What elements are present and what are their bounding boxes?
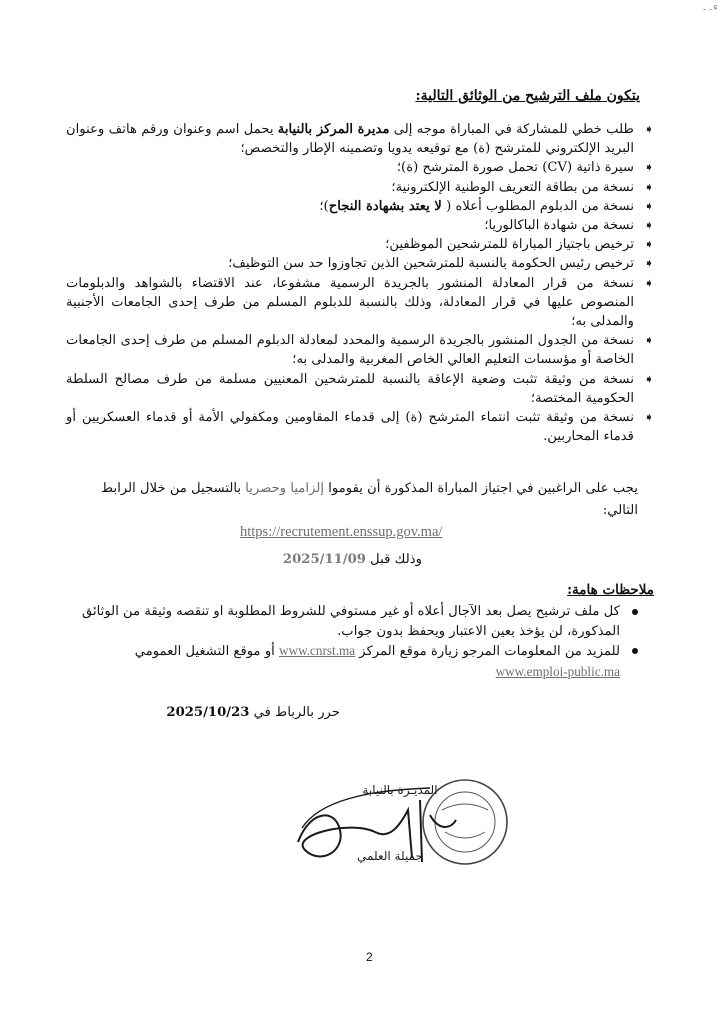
notes-title: ملاحظات هامة: bbox=[567, 582, 654, 598]
registration-link[interactable]: https://recrutement.enssup.gov.ma/ bbox=[240, 524, 443, 540]
corner-mark: ء۔۔ bbox=[701, 2, 718, 13]
arrow-bullet-icon: ➧ bbox=[643, 198, 654, 213]
page-number: 2 bbox=[366, 950, 373, 964]
cnrst-link[interactable]: www.cnrst.ma bbox=[279, 643, 356, 658]
arrow-bullet-icon: ➧ bbox=[643, 275, 654, 290]
list-item: للمزيد من المعلومات المرجو زيارة موقع المركز www.cnrst.ma أو موقع التشغيل العمومي www.emploi-public.ma bbox=[82, 641, 642, 682]
arrow-bullet-icon: ➧ bbox=[643, 122, 654, 136]
documents-heading: يتكون ملف الترشيح من الوثائق التالية: bbox=[415, 88, 640, 104]
arrow-bullet-icon: ➧ bbox=[643, 237, 654, 252]
list-item: ➧ سيرة ذاتية (CV) تحمل صورة المترشح (ة)؛ bbox=[66, 158, 656, 177]
bullet-dot-icon bbox=[632, 648, 638, 654]
arrow-bullet-icon: ➧ bbox=[643, 371, 654, 386]
list-item: ➧ نسخة من شهادة الباكالوريا؛ bbox=[66, 216, 656, 235]
bullet-dot-icon bbox=[632, 609, 638, 615]
list-item: ➧ نسخة من وثيقة تثبت انتماء المترشح (ة) إلى قدماء المقاومين ومكفولي الأمة أو قدماء العسكريين أو قدماء المحاربين. bbox=[66, 410, 654, 445]
list-item: ➧ نسخة من وثيقة تثبت وضعية الإعاقة بالنسبة للمترشحين المعنيين مسلمة من طرف مصالح السلطة الحكومية المختصة؛ bbox=[66, 371, 654, 406]
list-item: ➧ نسخة من قرار المعادلة المنشور بالجريدة الرسمية مشفوعا، عند الاقتضاء بالشواهد والدبلومات المنصوص عليها في قرار المعادلة، وذلك بالنسبة للدبلوم المسلم من طرف إحدى الجامعات الأجنبية والمدلى به؛ bbox=[66, 275, 654, 330]
list-item: كل ملف ترشيح يصل بعد الآجال أعلاه أو غير مستوفي للشروط المطلوبة او تنقصه وثيقة من الوثائق المذكورة، لن يؤخذ بعين الاعتبار ويحفظ بدون جواب. bbox=[82, 602, 642, 641]
arrow-bullet-icon: ➧ bbox=[643, 333, 654, 348]
signoff-line: حرر بالرباط في 2025/10/23 bbox=[166, 705, 340, 720]
notes-list bbox=[82, 602, 642, 682]
deadline-date: 2025/11/09 bbox=[282, 552, 366, 567]
signatory-title: المديـرة بالنيابة bbox=[362, 783, 438, 797]
arrow-bullet-icon: ➧ bbox=[643, 218, 654, 233]
documents-list bbox=[66, 120, 656, 446]
registration-paragraph: يجب على الراغبين في اجتياز المباراة المذكورة أن يقوموا إلزاميا وحصريا بالتسجيل من خلال الرابط التالي: bbox=[101, 481, 638, 518]
registration-highlight: إلزاميا وحصريا bbox=[245, 481, 325, 496]
list-item: ➧ نسخة من الجدول المنشور بالجريدة الرسمية والمحدد لمعادلة الدبلوم المسلم من طرف إحدى الجامعات الخاصة أو مؤسسات التعليم العالي الخاص المغربية والمدلى به؛ bbox=[66, 333, 654, 368]
emploi-public-link[interactable]: www.emploi-public.ma bbox=[495, 663, 620, 679]
stamp-inner-ring bbox=[435, 792, 495, 852]
signoff-date: 2025/10/23 bbox=[166, 705, 250, 720]
arrow-bullet-icon: ➧ bbox=[643, 179, 654, 194]
signature-stamp-graphic bbox=[280, 770, 520, 880]
signatory-name: جميلة العلمي bbox=[357, 849, 423, 863]
list-item: ➧ نسخة من بطاقة التعريف الوطنية الإلكترونية؛ bbox=[66, 178, 656, 197]
list-item: ➧ ترخيص رئيس الحكومة بالنسبة للمترشحين الذين تجاوزوا حد سن التوظيف؛ bbox=[66, 254, 656, 273]
list-item: ➧ نسخة من الدبلوم المطلوب أعلاه ( لا يعتد بشهادة النجاح)؛ bbox=[66, 197, 656, 216]
arrow-bullet-icon: ➧ bbox=[643, 410, 654, 425]
deadline-line: وذلك قبل 2025/11/09 bbox=[282, 552, 422, 567]
list-item: ➧ طلب خطي للمشاركة في المباراة موجه إلى مديرة المركز بالنيابة يحمل اسم وعنوان ورقم هاتف وعنوان البريد الإلكتروني للمترشح (ة) مع توقيعه يدويا وتضمينه الإطار والتخصص؛ bbox=[66, 122, 654, 157]
signature-area bbox=[280, 770, 520, 880]
registration-url-line bbox=[240, 524, 442, 541]
arrow-bullet-icon: ➧ bbox=[643, 160, 654, 175]
list-item: ➧ ترخيص باجتياز المباراة للمترشحين الموظفين؛ bbox=[66, 235, 656, 254]
arrow-bullet-icon: ➧ bbox=[643, 256, 654, 271]
